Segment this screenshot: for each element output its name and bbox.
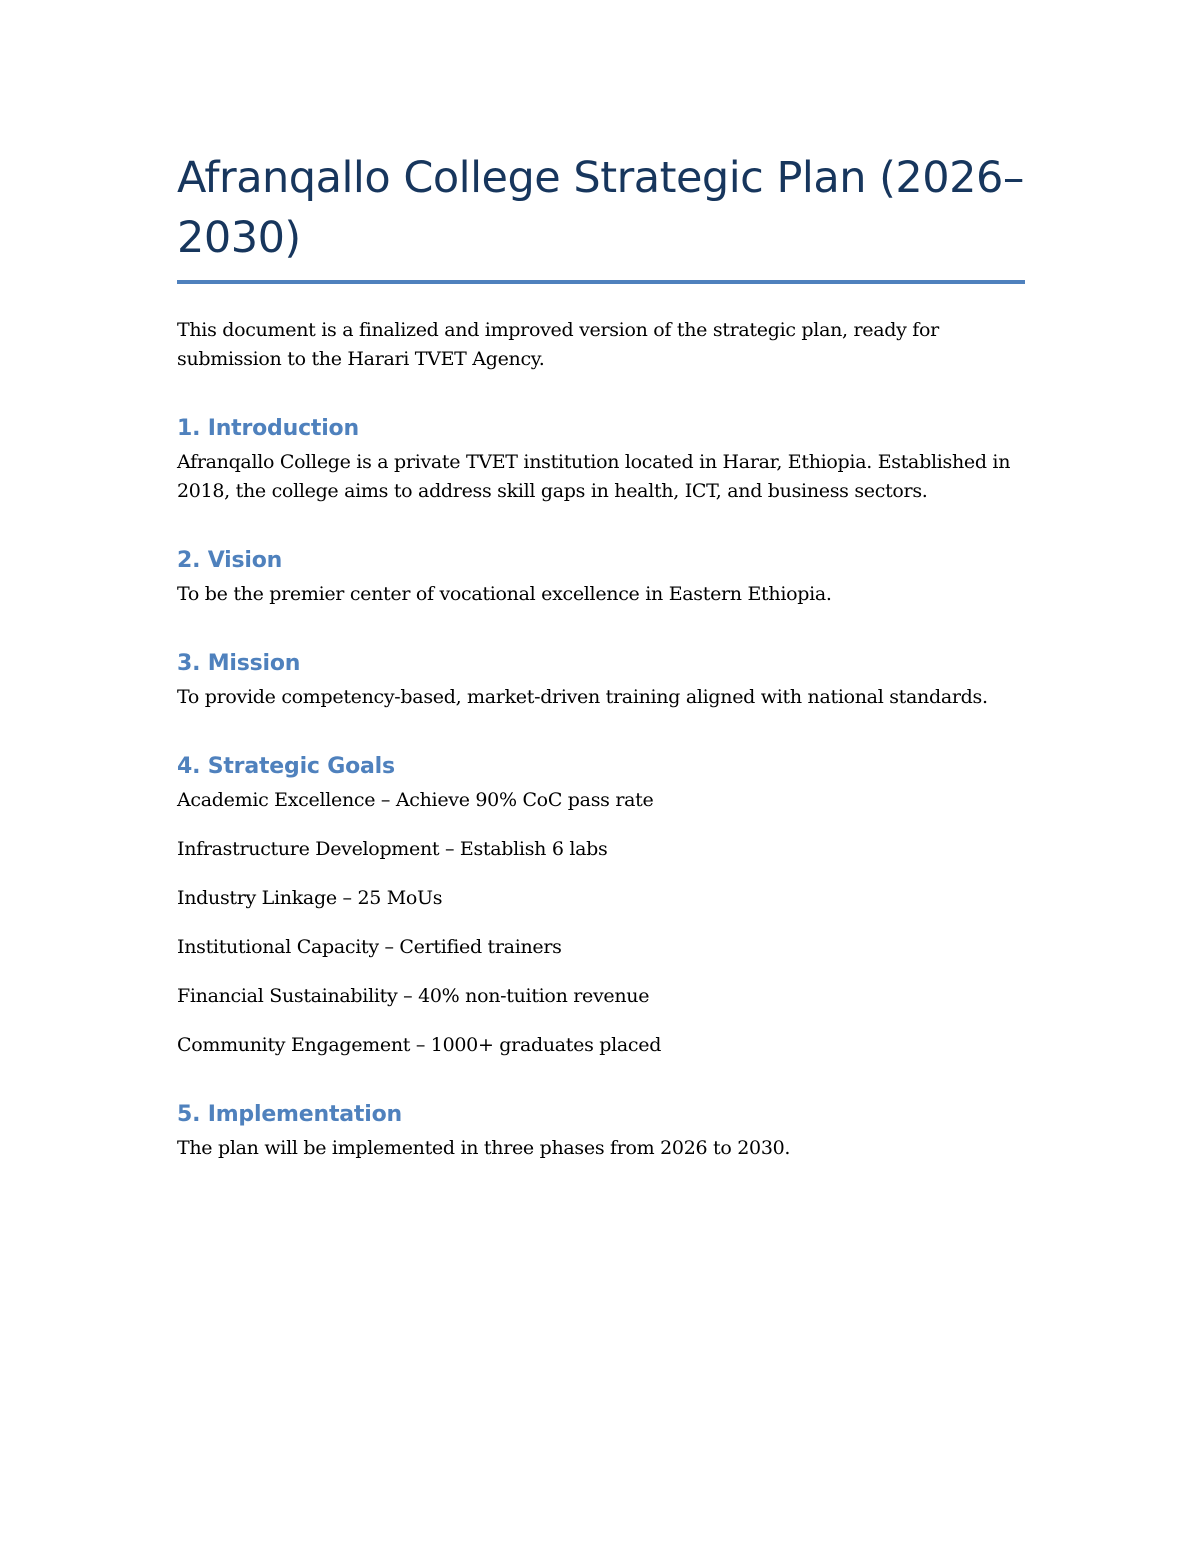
section-text-vision: To be the premier center of vocational excellence in Eastern Ethiopia. xyxy=(177,583,832,605)
section-heading-mission: 3. Mission xyxy=(177,651,301,676)
section-heading-introduction: 1. Introduction xyxy=(177,416,359,441)
section-implementation xyxy=(177,1100,1025,1163)
section-strategic-goals xyxy=(177,752,1025,1060)
document-content xyxy=(177,148,1025,1163)
section-introduction xyxy=(177,414,1025,506)
document-title: Afranqallo College Strategic Plan (2026–2030) xyxy=(177,153,1024,263)
section-text-mission: To provide competency-based, market-driven training aligned with national standards. xyxy=(177,686,988,708)
section-mission xyxy=(177,649,1025,712)
goal-item: Institutional Capacity – Certified trainers xyxy=(177,936,562,958)
goal-item: Financial Sustainability – 40% non-tuition revenue xyxy=(177,985,650,1007)
section-vision xyxy=(177,546,1025,609)
section-text-implementation: The plan will be implemented in three phases from 2026 to 2030. xyxy=(177,1137,791,1159)
goal-item: Academic Excellence – Achieve 90% CoC pass rate xyxy=(177,789,654,811)
goal-item: Industry Linkage – 25 MoUs xyxy=(177,887,443,909)
section-heading-strategic-goals: 4. Strategic Goals xyxy=(177,754,395,779)
goal-item: Community Engagement – 1000+ graduates placed xyxy=(177,1034,662,1056)
section-text-introduction: Afranqallo College is a private TVET institution located in Harar, Ethiopia. Established in 2018, the college aims to address skill gaps in health, ICT, and business sectors. xyxy=(177,451,1011,502)
intro-paragraph: This document is a finalized and improved version of the strategic plan, ready for submission to the Harari TVET Agency. xyxy=(177,319,939,370)
section-heading-vision: 2. Vision xyxy=(177,548,283,573)
section-heading-implementation: 5. Implementation xyxy=(177,1102,402,1127)
goal-item: Infrastructure Development – Establish 6 labs xyxy=(177,838,608,860)
title-underline xyxy=(177,280,1025,284)
strategic-goals-list xyxy=(177,786,1025,1060)
